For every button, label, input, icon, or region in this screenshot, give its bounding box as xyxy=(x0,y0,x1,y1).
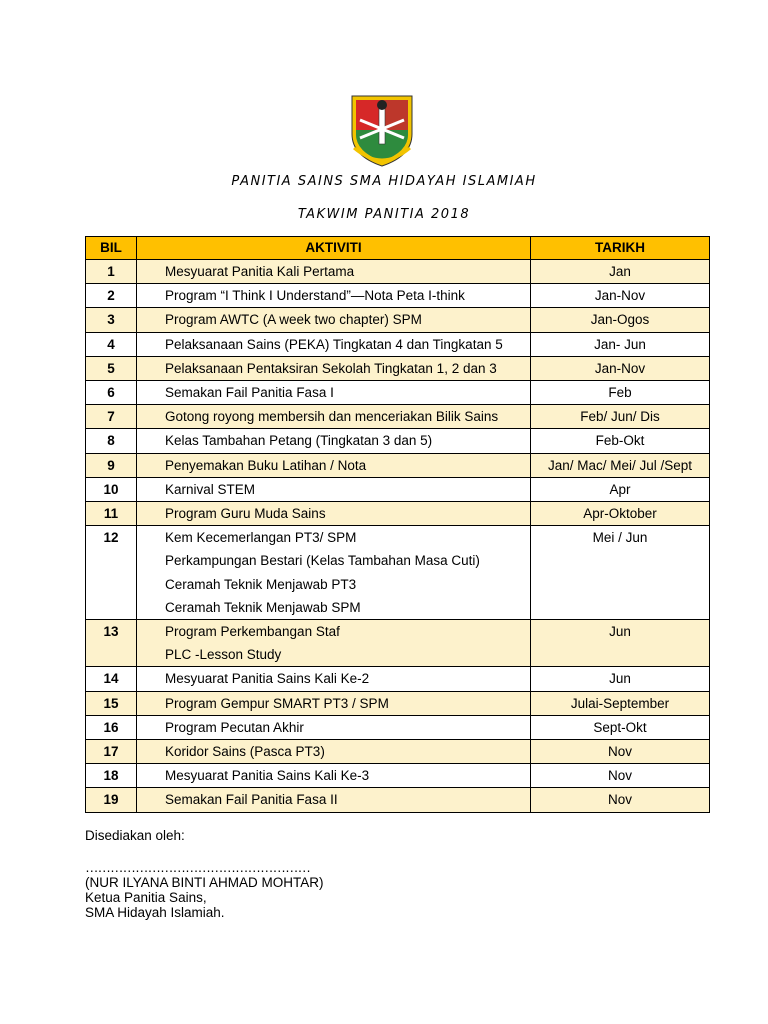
row-date: Feb-Okt xyxy=(531,429,710,453)
row-number: 13 xyxy=(86,619,137,666)
row-activity xyxy=(137,667,531,691)
signatory-position: Ketua Panitia Sains, xyxy=(85,890,207,905)
row-number: 9 xyxy=(86,453,137,477)
row-activity xyxy=(137,308,531,332)
table-row xyxy=(86,405,710,429)
activity-text: Koridor Sains (Pasca PT3) xyxy=(165,743,325,759)
row-activity xyxy=(137,526,531,620)
row-date: Nov xyxy=(531,764,710,788)
activity-text: Program AWTC (A week two chapter) SPM xyxy=(165,312,422,328)
table-row xyxy=(86,667,710,691)
row-activity xyxy=(137,356,531,380)
row-number: 11 xyxy=(86,502,137,526)
prepared-by-label: Disediakan oleh: xyxy=(85,828,185,843)
table-row xyxy=(86,788,710,812)
activity-text: Pelaksanaan Pentaksiran Sekolah Tingkatan 1, 2 dan 3 xyxy=(165,360,497,376)
row-date: Apr-Oktober xyxy=(531,502,710,526)
activity-text: Program “I Think I Understand”—Nota Peta I-think xyxy=(165,288,465,304)
activity-text: Program Gempur SMART PT3 / SPM xyxy=(165,695,389,711)
row-date: Jan- Jun xyxy=(531,332,710,356)
activity-text: Kelas Tambahan Petang (Tingkatan 3 dan 5) xyxy=(165,433,433,449)
row-activity xyxy=(137,284,531,308)
row-date: Apr xyxy=(531,477,710,501)
row-number: 14 xyxy=(86,667,137,691)
signature-line: ……………………………………………… xyxy=(85,860,310,875)
activity-text: Semakan Fail Panitia Fasa I xyxy=(165,385,334,401)
row-date: Jan-Nov xyxy=(531,356,710,380)
table-row xyxy=(86,715,710,739)
row-date: Jan-Nov xyxy=(531,284,710,308)
row-activity xyxy=(137,381,531,405)
table-row xyxy=(86,477,710,501)
row-activity xyxy=(137,453,531,477)
row-date: Feb/ Jun/ Dis xyxy=(531,405,710,429)
row-date: Jun xyxy=(531,619,710,666)
header-aktiviti: AKTIVITI xyxy=(137,237,531,260)
activity-text: Kem Kecemerlangan PT3/ SPM xyxy=(165,530,357,546)
row-activity xyxy=(137,788,531,812)
row-number: 2 xyxy=(86,284,137,308)
table-row xyxy=(86,619,710,666)
table-row xyxy=(86,381,710,405)
row-number: 7 xyxy=(86,405,137,429)
activity-text: Semakan Fail Panitia Fasa II xyxy=(165,792,338,808)
row-activity xyxy=(137,405,531,429)
row-activity xyxy=(137,619,531,666)
row-activity xyxy=(137,764,531,788)
row-number: 6 xyxy=(86,381,137,405)
row-date: Feb xyxy=(531,381,710,405)
activity-text: Mesyuarat Panitia Sains Kali Ke-3 xyxy=(165,768,370,784)
activity-text: PLC -Lesson Study xyxy=(165,647,282,663)
row-date: Jan/ Mac/ Mei/ Jul /Sept xyxy=(531,453,710,477)
row-number: 1 xyxy=(86,260,137,284)
signatory-name: (NUR ILYANA BINTI AHMAD MOHTAR) xyxy=(85,875,324,890)
row-activity xyxy=(137,429,531,453)
row-activity xyxy=(137,739,531,763)
row-number: 8 xyxy=(86,429,137,453)
row-number: 18 xyxy=(86,764,137,788)
activity-text: Mesyuarat Panitia Sains Kali Ke-2 xyxy=(165,671,370,687)
activity-text: Program Perkembangan Staf xyxy=(165,623,340,639)
table-row xyxy=(86,691,710,715)
row-number: 3 xyxy=(86,308,137,332)
document-subtitle: TAKWIM PANITIA 2018 xyxy=(297,207,471,222)
activity-text: Ceramah Teknik Menjawab SPM xyxy=(165,599,361,615)
row-activity xyxy=(137,332,531,356)
row-date: Jan-Ogos xyxy=(531,308,710,332)
signatory-school: SMA Hidayah Islamiah. xyxy=(85,905,225,920)
activity-text: Perkampungan Bestari (Kelas Tambahan Masa Cuti) xyxy=(165,553,480,569)
row-activity xyxy=(137,260,531,284)
activity-text: Pelaksanaan Sains (PEKA) Tingkatan 4 dan Tingkatan 5 xyxy=(165,336,503,352)
school-crest-logo xyxy=(346,90,418,168)
table-row xyxy=(86,260,710,284)
table-row xyxy=(86,284,710,308)
header-bil: BIL xyxy=(86,237,137,260)
row-activity xyxy=(137,477,531,501)
table-row xyxy=(86,332,710,356)
row-number: 12 xyxy=(86,526,137,620)
row-date: Nov xyxy=(531,739,710,763)
row-date: Jan xyxy=(531,260,710,284)
row-date: Julai-September xyxy=(531,691,710,715)
row-number: 4 xyxy=(86,332,137,356)
row-number: 5 xyxy=(86,356,137,380)
activity-text: Ceramah Teknik Menjawab PT3 xyxy=(165,576,357,592)
table-row xyxy=(86,356,710,380)
row-number: 10 xyxy=(86,477,137,501)
table-row xyxy=(86,502,710,526)
row-date: Jun xyxy=(531,667,710,691)
activity-text: Program Guru Muda Sains xyxy=(165,506,326,522)
table-row xyxy=(86,429,710,453)
row-number: 16 xyxy=(86,715,137,739)
table-header-row xyxy=(86,237,710,260)
table-row xyxy=(86,308,710,332)
row-number: 15 xyxy=(86,691,137,715)
row-activity xyxy=(137,502,531,526)
row-number: 17 xyxy=(86,739,137,763)
row-activity xyxy=(137,691,531,715)
activity-text: Penyemakan Buku Latihan / Nota xyxy=(165,457,367,473)
document-title: PANITIA SAINS SMA HIDAYAH ISLAMIAH xyxy=(231,174,537,189)
activity-text: Karnival STEM xyxy=(165,481,256,497)
row-number: 19 xyxy=(86,788,137,812)
row-date: Nov xyxy=(531,788,710,812)
table-row xyxy=(86,764,710,788)
table-row xyxy=(86,526,710,620)
activity-table xyxy=(85,236,710,813)
row-date: Sept-Okt xyxy=(531,715,710,739)
table-row xyxy=(86,739,710,763)
activity-text: Mesyuarat Panitia Kali Pertama xyxy=(165,264,355,279)
header-tarikh: TARIKH xyxy=(531,237,710,260)
row-activity xyxy=(137,715,531,739)
row-date: Mei / Jun xyxy=(531,526,710,620)
table-row xyxy=(86,453,710,477)
activity-text: Gotong royong membersih dan menceriakan Bilik Sains xyxy=(165,409,499,425)
activity-text: Program Pecutan Akhir xyxy=(165,719,304,735)
